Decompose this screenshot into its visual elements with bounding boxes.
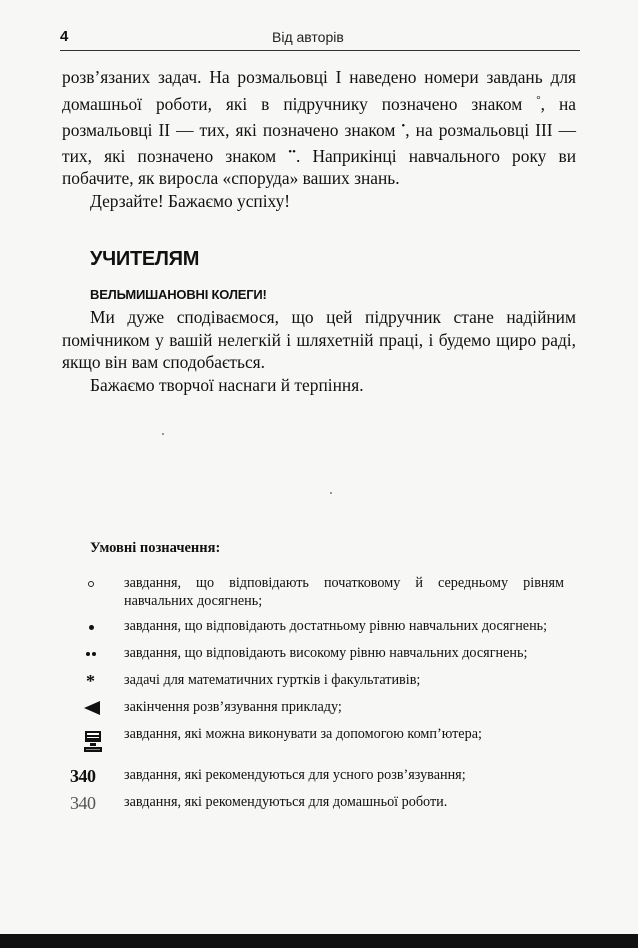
intro-wish: Дерзайте! Бажаємо успіху! [90,190,291,211]
double-dot-icon [86,652,96,656]
legend-item [70,671,580,691]
outline-number-symbol: 340 [70,792,96,813]
open-circle-mark: ° [536,93,541,106]
legend-item [70,574,580,610]
intro-text-2: , на розмальовці II — тих, які позначено знаком [62,93,576,140]
legend-item [70,617,580,637]
teachers-wish: Бажаємо творчої наснаги й терпіння. [90,374,364,395]
asterisk-icon: * [86,670,95,691]
teachers-greeting: ВЕЛЬМИШАНОВНІ КОЛЕГИ! [90,287,267,302]
page-number: 4 [60,28,69,45]
teachers-heading: УЧИТЕЛЯМ [90,248,200,270]
scan-bottom-edge [0,934,638,948]
legend-item-text: завдання, що відповідають початковому й середньому рівням навчальних досягнень; [124,575,564,609]
double-dot-mark: •• [288,146,296,159]
solid-dot-mark: • [401,119,406,132]
legend-item-text: завдання, які можна виконувати за допомогою комп’ютера; [124,726,482,742]
legend-item [70,793,580,813]
intro-paragraph [62,66,576,190]
intro-text-4: . Наприкінці навчального року ви побачите, як виросла «споруда» ваших знань. [62,145,576,189]
scan-speck [162,433,164,435]
legend-item-text: завдання, що відповідають достатньому рівню навчальних досягнень; [124,618,548,634]
teachers-paragraph: Ми дуже сподіваємося, що цей підручник стане надійним помічником у вашій нелегкій і шляхетній праці, і будемо щиро раді, якщо він вам сподобається. [62,307,576,372]
intro-text-3: , на розмальовці III — тих, які позначено знаком [62,119,576,166]
legend-item-text: закінчення розв’язування прикладу; [124,699,342,715]
legend-item [70,698,580,718]
page-header [60,28,580,51]
legend-item [70,725,580,759]
legend-item-text: задачі для математичних гуртків і факультативів; [124,672,421,688]
scan-speck [330,492,332,494]
legend-item-text: завдання, які рекомендуються для домашньої роботи. [124,794,448,810]
intro-text-1: розв’язаних задач. На розмальовці I наведено номери завдань для домашньої роботи, які в підручнику позначено знаком [62,67,576,114]
legend-title: Умовні позначення: [90,540,221,556]
triangle-left-icon [84,701,100,715]
intro-section [62,66,576,212]
legend-item [70,644,580,664]
legend-list [70,574,580,820]
solid-dot-icon [89,625,94,630]
teachers-section [62,306,576,396]
computer-icon [84,730,102,754]
legend-item-text: завдання, що відповідають високому рівню навчальних досягнень; [124,645,528,661]
bold-number-symbol: 340 [70,765,96,786]
legend-item [70,766,580,786]
legend-item-text: завдання, які рекомендуються для усного розв’язування; [124,767,466,783]
running-title: Від авторів [272,29,344,45]
open-circle-icon [88,581,94,587]
